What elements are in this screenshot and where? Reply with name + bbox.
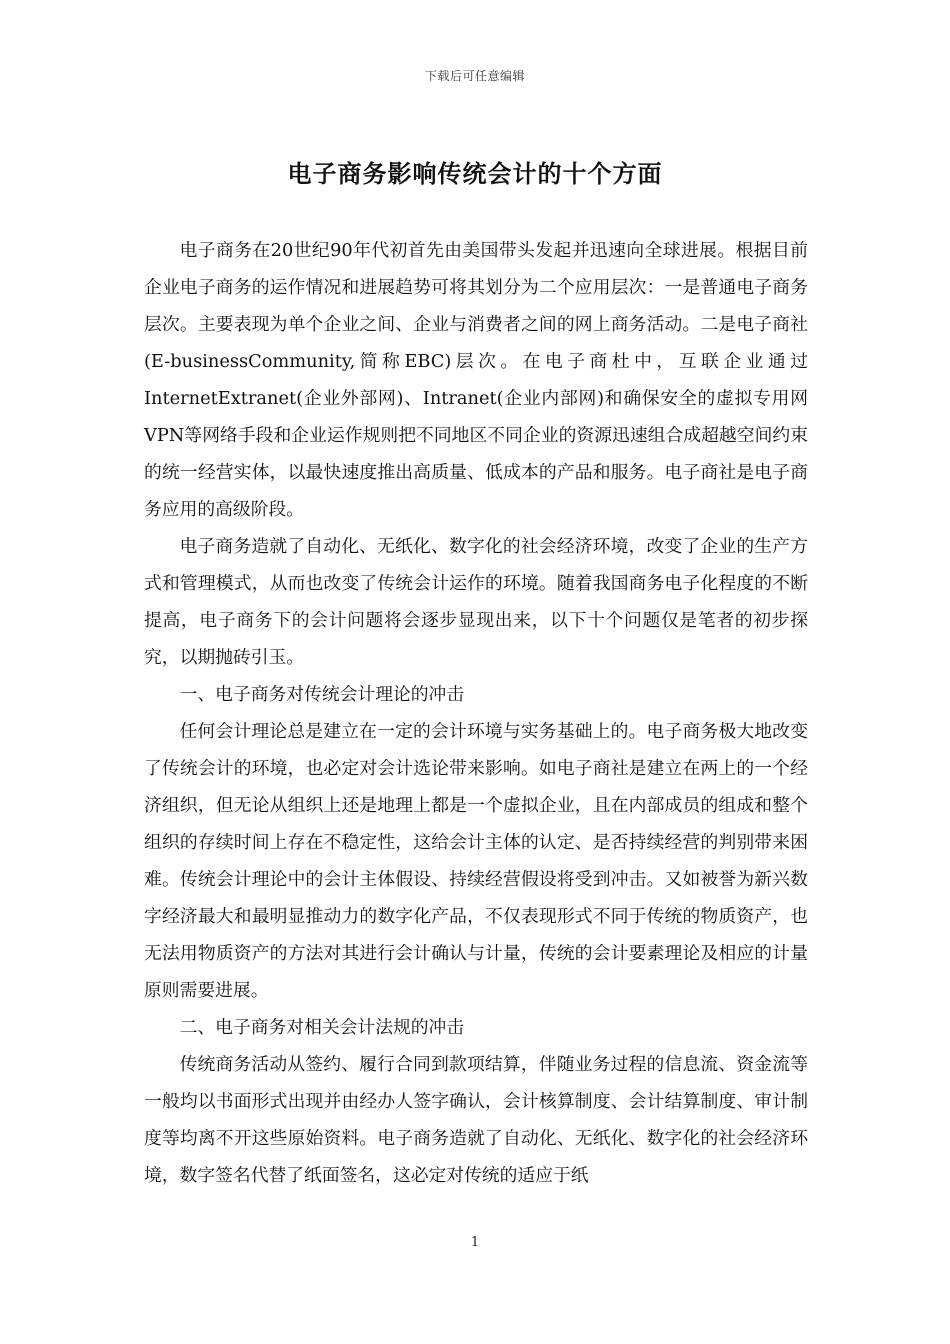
page-number: 1	[470, 1235, 480, 1250]
paragraph-regulations: 传统商务活动从签约、履行合同到款项结算，伴随业务过程的信息流、资金流等一般均以书面形式出现并由经办人签字确认，会计核算制度、会计结算制度、审计制度等均离不开这些原始资料。电子商务造就了自动化、无纸化、数字化的社会经济环境，数字签名代替了纸面签名，这必定对传统的适应于纸	[144, 1054, 808, 1186]
paragraph-environment: 电子商务造就了自动化、无纸化、数字化的社会经济环境，改变了企业的生产方式和管理模式，从而也改变了传统会计运作的环境。随着我国商务电子化程度的不断提高，电子商务下的会计问题将会逐步显现出来，以下十个问题仅是笔者的初步探究，以期抛砖引玉。	[144, 536, 808, 668]
page-header-note: 下载后可任意编辑	[424, 69, 525, 83]
section-heading-2: 二、电子商务对相关会计法规的冲击	[179, 1017, 465, 1038]
paragraph-theory: 任何会计理论总是建立在一定的会计环境与实务基础上的。电子商务极大地改变了传统会计的环境，也必定对会计选论带来影响。如电子商社是建立在两上的一个经济组织，但无论从组织上还是地理上都是一个虚拟企业，且在内部成员的组成和整个组织的存续时间上存在不稳定性，这给会计主体的认定、是否持续经营的判别带来困难。传统会计理论中的会计主体假设、持续经营假设将受到冲击。又如被誉为新兴数字经济最大和最明显推动力的数字化产品，不仅表现形式不同于传统的物质资产，也无法用物质资产的方法对其进行会计确认与计量，传统的会计要素理论及相应的计量原则需要进展。	[144, 721, 808, 1001]
document-body	[144, 232, 808, 1194]
document-title: 电子商务影响传统会计的十个方面	[287, 160, 663, 188]
paragraph-intro: 电子商务在20世纪90年代初首先由美国带头发起并迅速向全球进展。根据目前企业电子商务的运作情况和进展趋势可将其划分为二个应用层次：一是普通电子商务层次。主要表现为单个企业之间、企业与消费者之间的网上商务活动。二是电子商社(E-businessCommunity,简称EBC)层次。在电子商杜中，互联企业通过InternetExtranet(企业外部网)、Intranet(企业内部网)和确保安全的虚拟专用网VPN等网络手段和企业运作规则把不同地区不同企业的资源迅速组合成超越空间约束的统一经营实体，以最快速度推出高质量、低成本的产品和服务。电子商社是电子商务应用的高级阶段。	[144, 240, 808, 520]
section-heading-1: 一、电子商务对传统会计理论的冲击	[179, 684, 465, 705]
